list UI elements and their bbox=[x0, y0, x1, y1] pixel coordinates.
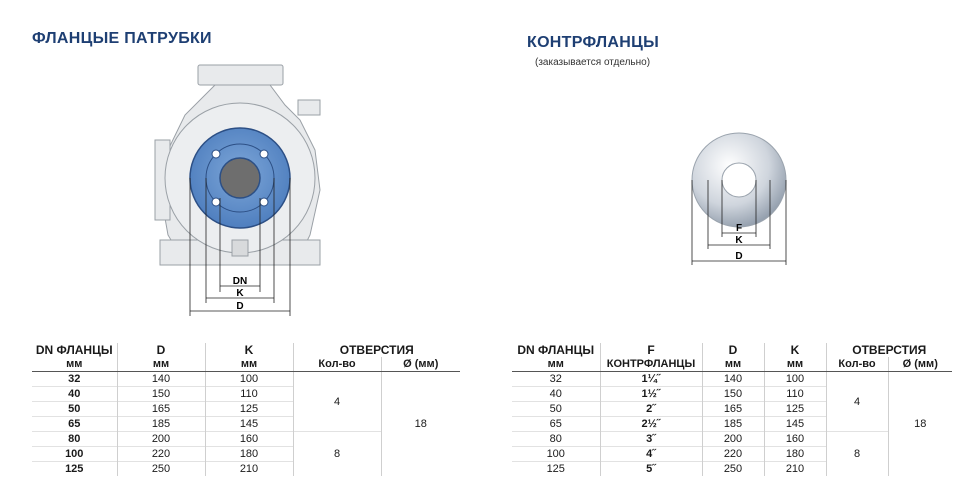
hdr-dn: DN ФЛАНЦЫ bbox=[517, 343, 595, 357]
cell-d: 185 bbox=[117, 417, 205, 432]
table-row bbox=[512, 432, 952, 447]
unit-k: мм bbox=[205, 357, 293, 372]
table-row bbox=[32, 372, 460, 387]
cell-d: 150 bbox=[702, 387, 764, 402]
cell-count: 4 bbox=[293, 372, 381, 432]
cell-k: 160 bbox=[205, 432, 293, 447]
cell-dn: 50 bbox=[549, 403, 562, 415]
right-counterflange-table bbox=[512, 343, 952, 476]
cell-k: 210 bbox=[764, 462, 826, 477]
cell-count: 4 bbox=[826, 372, 888, 432]
right-section-subtitle: (заказывается отдельно) bbox=[535, 57, 651, 68]
unit-dn: мм bbox=[32, 357, 117, 372]
cell-count: 8 bbox=[293, 432, 381, 477]
left-flange-table bbox=[32, 343, 460, 476]
cell-dia: 18 bbox=[381, 372, 460, 477]
unit-count: Кол-во bbox=[826, 357, 888, 372]
cell-d: 150 bbox=[117, 387, 205, 402]
hdr-d: D bbox=[117, 343, 205, 357]
cell-dia: 18 bbox=[888, 372, 952, 477]
cell-dn: 125 bbox=[546, 463, 565, 475]
cell-count: 8 bbox=[826, 432, 888, 477]
cell-k: 210 bbox=[205, 462, 293, 477]
cell-d: 220 bbox=[702, 447, 764, 462]
cell-dn: 32 bbox=[549, 373, 562, 385]
hdr-holes: ОТВЕРСТИЯ bbox=[826, 343, 952, 357]
cell-f: 4˝ bbox=[600, 447, 702, 462]
pump-flange-diagram bbox=[150, 60, 350, 320]
cell-d: 250 bbox=[702, 462, 764, 477]
cell-k: 110 bbox=[205, 387, 293, 402]
cell-k: 180 bbox=[764, 447, 826, 462]
table-row bbox=[512, 372, 952, 387]
cell-f: 2˝ bbox=[600, 402, 702, 417]
right-section-title: КОНТРФЛАНЦЫ bbox=[527, 34, 660, 51]
left-section-title: ФЛАНЦЫЕ ПАТРУБКИ bbox=[32, 30, 212, 47]
dim-label-d2: D bbox=[735, 251, 743, 262]
hdr-k: K bbox=[764, 343, 826, 357]
counter-flange-bore bbox=[722, 163, 756, 197]
cell-d: 165 bbox=[702, 402, 764, 417]
unit-dn: мм bbox=[512, 357, 600, 372]
cell-dn: 50 bbox=[68, 403, 81, 415]
cell-k: 125 bbox=[205, 402, 293, 417]
cell-dn: 65 bbox=[549, 418, 562, 430]
cell-d: 185 bbox=[702, 417, 764, 432]
cell-dn: 40 bbox=[68, 388, 81, 400]
dim-label-d: D bbox=[236, 301, 244, 312]
cell-k: 145 bbox=[205, 417, 293, 432]
cell-d: 250 bbox=[117, 462, 205, 477]
cell-dn: 100 bbox=[65, 448, 84, 460]
hdr-d: D bbox=[702, 343, 764, 357]
cell-k: 125 bbox=[764, 402, 826, 417]
cell-d: 140 bbox=[702, 372, 764, 387]
hdr-holes: ОТВЕРСТИЯ bbox=[293, 343, 460, 357]
dim-label-f: F bbox=[735, 223, 743, 234]
cell-d: 220 bbox=[117, 447, 205, 462]
cell-dn: 80 bbox=[68, 433, 81, 445]
cell-k: 100 bbox=[205, 372, 293, 387]
counter-flange-diagram bbox=[680, 125, 800, 275]
hdr-f: F bbox=[600, 343, 702, 357]
cell-dn: 65 bbox=[68, 418, 81, 430]
cell-k: 100 bbox=[764, 372, 826, 387]
cell-dn: 80 bbox=[549, 433, 562, 445]
cell-f: 2½˝ bbox=[600, 417, 702, 432]
cell-f: 3˝ bbox=[600, 432, 702, 447]
cell-f: 1½˝ bbox=[600, 387, 702, 402]
cell-d: 200 bbox=[117, 432, 205, 447]
cell-d: 165 bbox=[117, 402, 205, 417]
cell-dn: 40 bbox=[549, 388, 562, 400]
cell-k: 180 bbox=[205, 447, 293, 462]
unit-d: мм bbox=[117, 357, 205, 372]
cell-dn: 100 bbox=[546, 448, 565, 460]
cell-d: 140 bbox=[117, 372, 205, 387]
cell-d: 200 bbox=[702, 432, 764, 447]
hdr-k: K bbox=[205, 343, 293, 357]
unit-dia: Ø (мм) bbox=[888, 357, 952, 372]
hdr-dn: DN ФЛАНЦЫ bbox=[35, 343, 113, 357]
unit-k: мм bbox=[764, 357, 826, 372]
dim-label-k2: K bbox=[735, 235, 743, 246]
cell-f: 5˝ bbox=[600, 462, 702, 477]
dim-label-k: K bbox=[236, 288, 244, 299]
cell-dn: 32 bbox=[68, 373, 81, 385]
cell-dn: 125 bbox=[65, 463, 84, 475]
dim-label-dn: DN bbox=[232, 276, 248, 287]
unit-d: мм bbox=[702, 357, 764, 372]
unit-count: Кол-во bbox=[293, 357, 381, 372]
cell-f: 1¼˝ bbox=[600, 372, 702, 387]
cell-k: 110 bbox=[764, 387, 826, 402]
flange-bore bbox=[220, 158, 260, 198]
unit-dia: Ø (мм) bbox=[381, 357, 460, 372]
unit-f: КОНТРФЛАНЦЫ bbox=[600, 357, 702, 372]
cell-k: 145 bbox=[764, 417, 826, 432]
cell-k: 160 bbox=[764, 432, 826, 447]
